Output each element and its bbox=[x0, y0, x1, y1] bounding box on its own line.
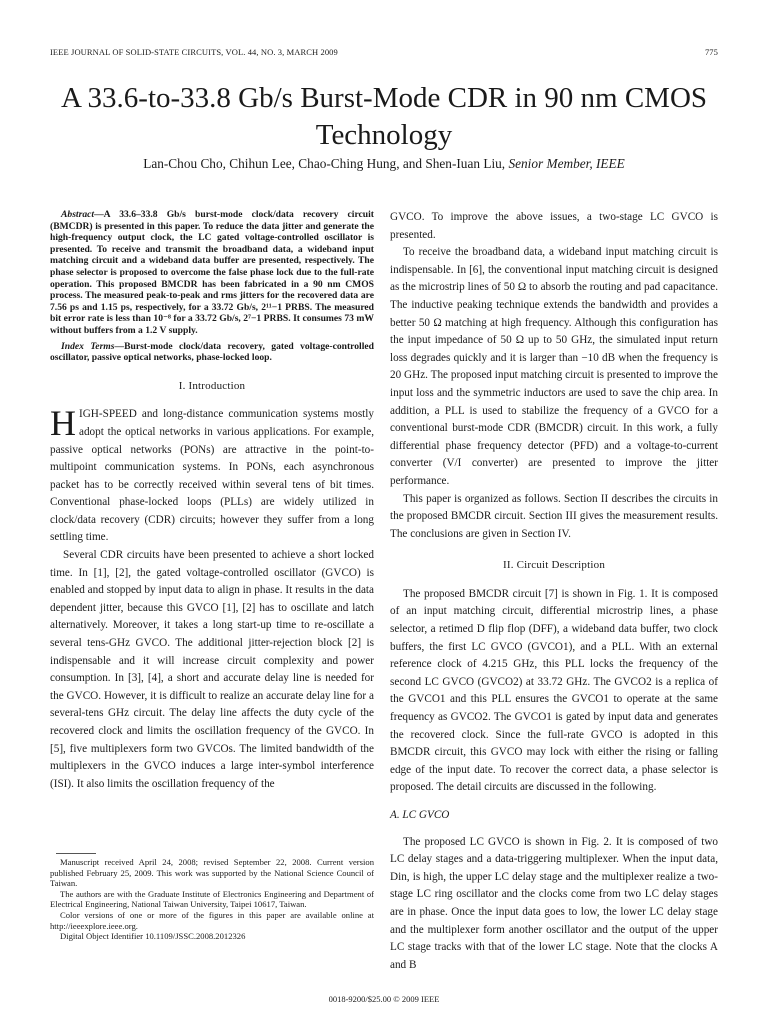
section-heading-circuit-description: II. Circuit Description bbox=[502, 559, 606, 572]
footnote-manuscript: Manuscript received April 24, 2008; revised September 22, 2008. Current version published February 25, 2009. This work was supported by the National Science Council of Taiwan. bbox=[50, 857, 374, 889]
circuit-paragraph-1: The proposed BMCDR circuit [7] is shown in Fig. 1. It is composed of an input matching circuit, differential microstrip lines, a phase selector, a retimed D flip flop (DFF), a wideband data buffer, two clock buffers, the first LC GVCO (GVCO1), and a PLL. With an external reference clock of 4.215 GHz, this PLL locks the frequency of the second LC GVCO (GVCO2) at 33.72 GHz. The GVCO2 is a replica of the GVCO1 and this PLL ensures the GVCO1 to operate at the same frequency as GVCO2. The GVCO1 is gated by input data and generates the recovered clock. Since the full-rate GVCO is adopted in this BMCDR circuit, this GVCO may lock with either the rising or falling edge of the input date. To recover the correct data, a phase selector is proposed. The detail circuits are discussed in the following. bbox=[390, 587, 718, 794]
abstract-body: —A 33.6–33.8 Gb/s burst-mode clock/data recovery circuit (BMCDR) is presented in this paper. To reduce the data jitter and generate the high-frequency output clock, the LC gated voltage-controlled oscillator is presented. To receive and transmit the broadband data, a wideband input matching circuit and a wideband data buffer are presented, respectively. The phase selector is proposed to overcome the false phase lock due to the full-rate operation. This proposed BMCDR has been fabricated in a 90 nm CMOS process. The measured peak-to-peak and rms jitters for the recovered data are 7.56 ps and 1.15 ps, respectively, for a 33.72 Gb/s, 2¹¹−1 PRBS. The measured bit error rate is less than 10⁻⁸ for a 33.72 Gb/s, 2⁷−1 PRBS. It consumes 73 mW without buffers from a 1.2 V supply. bbox=[50, 209, 374, 336]
section-heading-introduction: I. Introduction bbox=[178, 379, 246, 392]
intro-paragraph-1-text: IGH-SPEED and long-distance communication systems mostly adopt the optical networks in various applications. For example, passive optical networks (PONs) are attractive in the point-to-multipoint communication systems. In PONs, each asynchronous packet has to be correctly received within several tens of bit times. Conventional phase-locked loops (PLLs) are widely utilized in clock/data recovery (CDR) circuits; however they suffer from a long settling time. bbox=[50, 408, 374, 544]
page-number: 775 bbox=[704, 47, 718, 57]
subsection-heading-lc-gvco: A. LC GVCO bbox=[390, 809, 450, 821]
index-terms-lead: Index Terms bbox=[61, 340, 115, 352]
copyright-footer: 0018-9200/$25.00 © 2009 IEEE bbox=[328, 994, 440, 1004]
intro-paragraph-2: Several CDR circuits have been presented to achieve a short locked time. In [1], [2], the gated voltage-controlled oscillator (GVCO) is enabled and stopped by input data to align in phase. It results in the data dependent jitter, because this GVCO [1], [2] has to oscillate and latch alternatively. Moreover, it takes a long start-up time to re-oscillate a several tens-GHz GVCO. The additional jitter-rejection block [2] is indispensable and it will increase circuit complexity and power consumption. In [3], [4], a short and accurate delay line is needed for the GVCO. However, it is difficult to realize an accurate delay line for a several-tens GHz circuit. The delay line affects the duty cycle of the recovered clock and limits the oscillation frequency of the GVCO. In [5], five multiplexers form two GVCOs. The limited bandwidth of the multiplexers in the GVCO induces a large inter-symbol interference (ISI). It also limits the oscillation frequency of the bbox=[50, 549, 374, 790]
index-terms-body: —Burst-mode clock/data recovery, gated voltage-controlled oscillator, passive optical networks, phase-locked loop. bbox=[50, 340, 374, 364]
running-head bbox=[50, 47, 718, 57]
footnote-doi: Digital Object Identifier 10.1109/JSSC.2008.2012326 bbox=[60, 931, 246, 942]
author-names: Lan-Chou Cho, Chihun Lee, Chao-Ching Hung, and Shen-Iuan Liu, bbox=[143, 156, 509, 171]
author-role: Senior Member, IEEE bbox=[508, 156, 625, 171]
abstract-lead: Abstract bbox=[61, 209, 95, 220]
footnote-color: Color versions of one or more of the figures in this paper are available online at http://ieeexplore.ieee.org. bbox=[50, 909, 374, 931]
right-paragraph-3: This paper is organized as follows. Section II describes the circuits in the proposed BMCDR circuit. Section III gives the measurement results. The conclusions are given in Section IV. bbox=[390, 492, 718, 540]
author-line bbox=[40, 156, 728, 172]
abstract bbox=[50, 209, 374, 337]
footnotes bbox=[50, 857, 374, 942]
journal-name: IEEE JOURNAL OF SOLID-STATE CIRCUITS, VOL. 44, NO. 3, MARCH 2009 bbox=[50, 47, 338, 57]
lc-gvco-paragraph-1: The proposed LC GVCO is shown in Fig. 2. It is composed of two LC delay stages and a data-triggering multiplexer. When the input data, Din, is high, the upper LC delay stage and the multiplexer realize a two-stage LC ring oscillator and the clocks come from two LC delay stages are in phase. Once the input data goes to low, the lower LC delay stage and the multiplexer form another oscillator and the output of the upper LC stage tracks with that of the lower LC stage. Note that the clocks A and B bbox=[390, 835, 718, 971]
right-paragraph-2: To receive the broadband data, a wideband input matching circuit is indispensable. In [6], the conventional input matching circuit is designed as the microstrip lines of 50 Ω to absorb the routing and pad capacitance. The inductive peaking technique extends the bandwidth and provides a better 50 Ω matching at high frequency. Although this configuration has the input impedance of 50 Ω up to 50 GHz, the simulated input return loss degrades quickly and it is larger than −10 dB when the frequency is 20 GHz. The proposed input matching circuit is presented to improve the input loss and the symmetric inductors are used to save the chip area. In addition, a PLL is used to stabilize the frequency of a GVCO for a conventional burst-mode CDR (BMCDR) circuit. In this work, a fully differential phase frequency detector (PFD) and a voltage-to-current converter (V/I converter) are presented to improve the jitter performance. bbox=[390, 246, 718, 487]
footnote-rule bbox=[56, 853, 96, 854]
paper-title: A 33.6-to-33.8 Gb/s Burst-Mode CDR in 90 nm CMOS Technology bbox=[60, 82, 708, 151]
footnote-affiliation: The authors are with the Graduate Institute of Electronics Engineering and Department of Electrical Engineering, National Taiwan University, Taipei 10617, Taiwan. bbox=[50, 888, 374, 910]
drop-cap: H bbox=[50, 403, 76, 444]
index-terms bbox=[50, 341, 374, 364]
intro-paragraph-1 bbox=[50, 403, 374, 547]
left-column bbox=[50, 209, 374, 793]
right-column bbox=[390, 209, 718, 974]
right-paragraph-1: GVCO. To improve the above issues, a two-stage LC GVCO is presented. bbox=[390, 211, 718, 241]
